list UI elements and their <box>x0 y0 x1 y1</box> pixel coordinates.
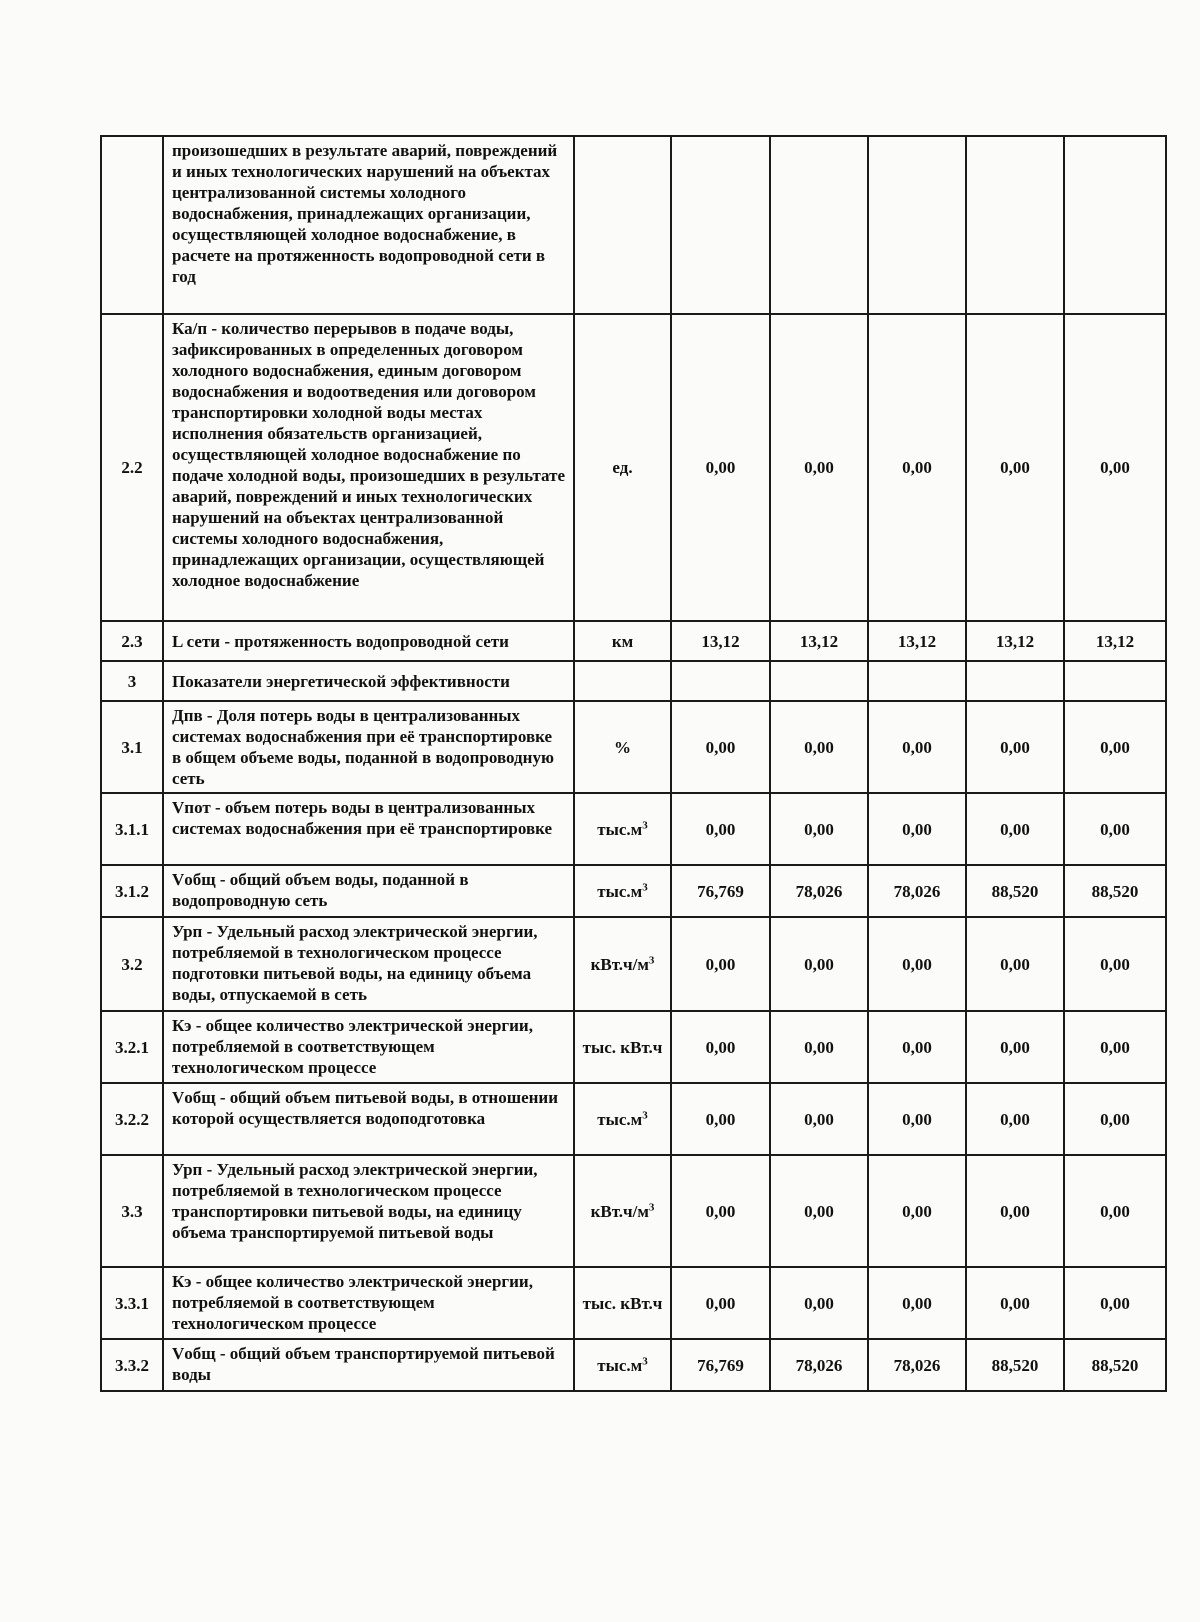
row-description: Урп - Удельный расход электрической энергии, потребляемой в технологическом процессе подготовки питьевой воды, на единицу объема воды, отпускаемой в сеть <box>163 917 574 1011</box>
row-number: 3.2 <box>101 917 163 1011</box>
row-description: Vпот - объем потерь воды в централизованных системах водоснабжения при её транспортировке <box>163 793 574 865</box>
value-cell: 0,00 <box>671 314 770 621</box>
table-row <box>101 917 1166 1011</box>
value-cell: 0,00 <box>1064 314 1166 621</box>
value-cell: 0,00 <box>966 793 1064 865</box>
row-number: 3.2.1 <box>101 1011 163 1083</box>
row-number <box>101 136 163 314</box>
value-cell: 0,00 <box>770 1011 868 1083</box>
value-cell <box>770 661 868 701</box>
value-cell: 0,00 <box>1064 1083 1166 1155</box>
value-cell: 0,00 <box>671 701 770 793</box>
value-cell: 0,00 <box>671 793 770 865</box>
row-number: 3.3.2 <box>101 1339 163 1391</box>
value-cell: 0,00 <box>1064 793 1166 865</box>
value-cell: 78,026 <box>868 1339 966 1391</box>
row-unit: тыс. кВт.ч <box>574 1267 671 1339</box>
value-cell: 0,00 <box>770 701 868 793</box>
value-cell: 0,00 <box>671 1011 770 1083</box>
value-cell <box>770 136 868 314</box>
value-cell: 78,026 <box>868 865 966 917</box>
row-number: 3.3 <box>101 1155 163 1267</box>
value-cell: 13,12 <box>1064 621 1166 661</box>
value-cell <box>1064 136 1166 314</box>
value-cell: 0,00 <box>671 1267 770 1339</box>
value-cell: 88,520 <box>966 865 1064 917</box>
row-unit: $тыс.м^3$ <box>574 865 671 917</box>
table-row <box>101 1155 1166 1267</box>
value-cell: 0,00 <box>671 917 770 1011</box>
row-unit: % <box>574 701 671 793</box>
row-description: Кэ - общее количество электрической энергии, потребляемой в соответствующем технологическом процессе <box>163 1011 574 1083</box>
row-unit: тыс. кВт.ч <box>574 1011 671 1083</box>
row-description: Vобщ - общий объем питьевой воды, в отношении которой осуществляется водоподготовка <box>163 1083 574 1155</box>
value-cell <box>1064 661 1166 701</box>
row-number: 3.3.1 <box>101 1267 163 1339</box>
value-cell: 13,12 <box>868 621 966 661</box>
value-cell: 0,00 <box>770 793 868 865</box>
value-cell: 13,12 <box>671 621 770 661</box>
section-title: Показатели энергетической эффективности <box>163 661 574 701</box>
row-number: 3 <box>101 661 163 701</box>
table-row <box>101 793 1166 865</box>
value-cell: 0,00 <box>770 314 868 621</box>
row-unit: $кВт.ч/м^3$ <box>574 1155 671 1267</box>
value-cell <box>671 136 770 314</box>
value-cell: 0,00 <box>868 1083 966 1155</box>
value-cell: 0,00 <box>770 1267 868 1339</box>
value-cell: 0,00 <box>1064 917 1166 1011</box>
value-cell: 0,00 <box>1064 1155 1166 1267</box>
value-cell: 0,00 <box>770 1155 868 1267</box>
table-row <box>101 1339 1166 1391</box>
value-cell: 0,00 <box>868 917 966 1011</box>
value-cell: 0,00 <box>868 701 966 793</box>
value-cell: 0,00 <box>868 314 966 621</box>
value-cell: 0,00 <box>1064 1011 1166 1083</box>
table-row <box>101 621 1166 661</box>
row-description: L сети - протяженность водопроводной сети <box>163 621 574 661</box>
table-row <box>101 1267 1166 1339</box>
row-number: 3.1 <box>101 701 163 793</box>
row-number: 2.3 <box>101 621 163 661</box>
value-cell <box>671 661 770 701</box>
value-cell: 88,520 <box>1064 1339 1166 1391</box>
row-description: Vобщ - общий объем воды, поданной в водопроводную сеть <box>163 865 574 917</box>
value-cell <box>868 661 966 701</box>
value-cell: 0,00 <box>966 917 1064 1011</box>
value-cell: 0,00 <box>671 1083 770 1155</box>
value-cell: 76,769 <box>671 1339 770 1391</box>
value-cell: 78,026 <box>770 1339 868 1391</box>
row-unit: $тыс.м^3$ <box>574 793 671 865</box>
value-cell <box>868 136 966 314</box>
table-row <box>101 136 1166 314</box>
table-row <box>101 865 1166 917</box>
value-cell: 0,00 <box>671 1155 770 1267</box>
row-description: Кэ - общее количество электрической энергии, потребляемой в соответствующем технологическом процессе <box>163 1267 574 1339</box>
value-cell: 0,00 <box>966 701 1064 793</box>
row-description: Vобщ - общий объем транспортируемой питьевой воды <box>163 1339 574 1391</box>
value-cell: 0,00 <box>966 314 1064 621</box>
value-cell: 0,00 <box>966 1011 1064 1083</box>
table-row <box>101 314 1166 621</box>
value-cell: 0,00 <box>966 1155 1064 1267</box>
row-description: Дпв - Доля потерь воды в централизованных системах водоснабжения при её транспортировке в общем объеме воды, поданной в водопроводную сеть <box>163 701 574 793</box>
row-unit <box>574 136 671 314</box>
row-number: 3.1.1 <box>101 793 163 865</box>
table-row <box>101 1083 1166 1155</box>
row-description: Ка/п - количество перерывов в подаче воды, зафиксированных в определенных договором холодного водоснабжения, единым договором водоснабжения и водоотведения или договором транспортировки холодной воды местах исполнения обязательств организацией, осуществляющей холодное водоснабжение по подаче холодной воды, произошедших в результате аварий, повреждений и иных технологических нарушений на объектах централизованной системы холодного водоснабжения, принадлежащих организации, осуществляющей холодное водоснабжение <box>163 314 574 621</box>
value-cell: 0,00 <box>770 1083 868 1155</box>
value-cell <box>966 661 1064 701</box>
row-unit: $тыс.м^3$ <box>574 1339 671 1391</box>
value-cell: 88,520 <box>1064 865 1166 917</box>
value-cell: 13,12 <box>770 621 868 661</box>
value-cell: 0,00 <box>868 793 966 865</box>
table-row <box>101 1011 1166 1083</box>
value-cell: 0,00 <box>868 1155 966 1267</box>
value-cell: 0,00 <box>1064 1267 1166 1339</box>
value-cell: 88,520 <box>966 1339 1064 1391</box>
value-cell: 0,00 <box>770 917 868 1011</box>
value-cell: 0,00 <box>966 1267 1064 1339</box>
value-cell: 76,769 <box>671 865 770 917</box>
value-cell: 13,12 <box>966 621 1064 661</box>
table-row <box>101 701 1166 793</box>
row-unit: ед. <box>574 314 671 621</box>
value-cell: 0,00 <box>868 1011 966 1083</box>
row-number: 3.1.2 <box>101 865 163 917</box>
row-description: Урп - Удельный расход электрической энергии, потребляемой в технологическом процессе транспортировки питьевой воды, на единицу объема транспортируемой питьевой воды <box>163 1155 574 1267</box>
value-cell <box>966 136 1064 314</box>
row-number: 2.2 <box>101 314 163 621</box>
value-cell: 0,00 <box>868 1267 966 1339</box>
row-description: произошедших в результате аварий, повреждений и иных технологических нарушений на объектах централизованной системы холодного водоснабжения, принадлежащих организации, осуществляющей холодное водоснабжение, в расчете на протяженность водопроводной сети в год <box>163 136 574 314</box>
value-cell: 78,026 <box>770 865 868 917</box>
row-unit: км <box>574 621 671 661</box>
row-number: 3.2.2 <box>101 1083 163 1155</box>
indicators-table <box>100 135 1167 1392</box>
row-unit: $тыс.м^3$ <box>574 1083 671 1155</box>
value-cell: 0,00 <box>1064 701 1166 793</box>
table-row <box>101 661 1166 701</box>
row-unit: $кВт.ч/м^3$ <box>574 917 671 1011</box>
value-cell: 0,00 <box>966 1083 1064 1155</box>
row-unit <box>574 661 671 701</box>
